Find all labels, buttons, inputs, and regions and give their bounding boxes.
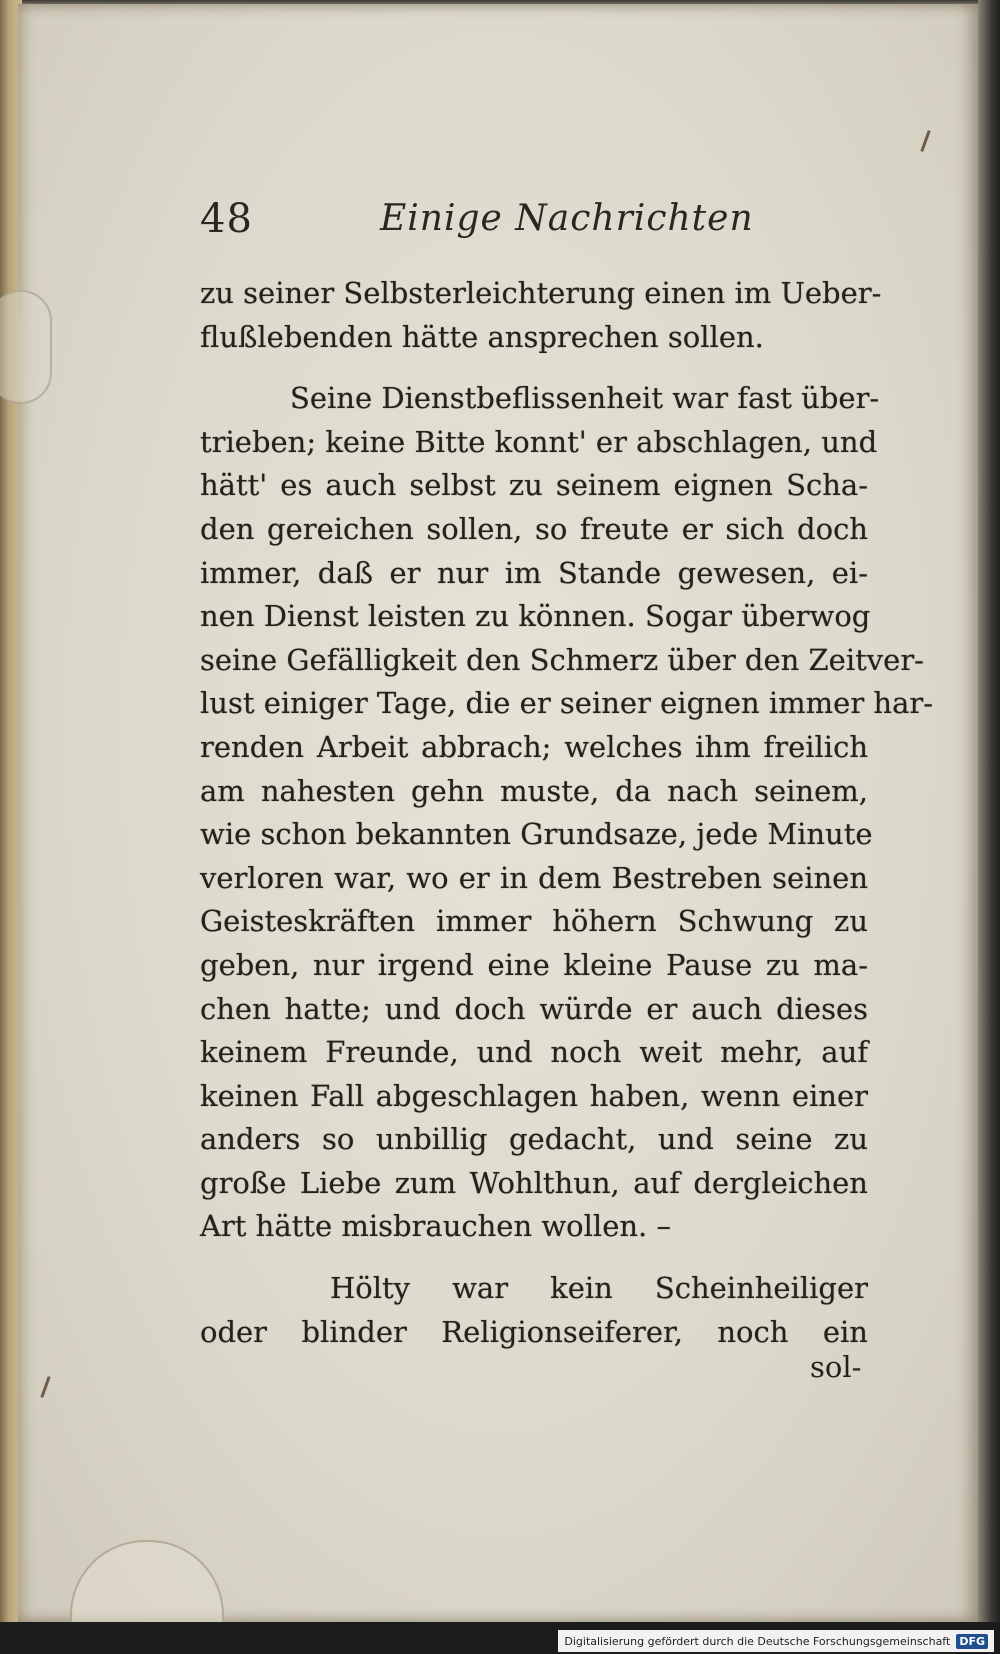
paragraph-gap [200,359,868,377]
text-line: den gereichen sollen, so freute er sich doch [200,511,868,546]
credit-text: Digitalisierung gefördert durch die Deutsche Forschungsgemeinschaft [564,1634,951,1648]
text-line: trieben; keine Bitte konnt' er abschlagen, und [200,424,878,459]
text-line: anders so unbillig gedacht, und seine zu [200,1122,868,1157]
text-line: nen Dienst leisten zu können. Sogar überwog [200,599,871,634]
text-line: Geisteskräften immer höhern Schwung zu [200,904,868,939]
text-line: Hölty war kein Scheinheiliger [330,1271,868,1306]
text-line: wie schon bekannten Grundsaze, jede Minute [200,817,873,852]
text-line: seine Gefälligkeit den Schmerz über den Zeitver- [200,642,924,677]
page-header [200,196,880,256]
text-line: flußlebenden hätte ansprechen sollen. [200,319,764,354]
text-line: Seine Dienstbeflissenheit war fast über- [290,381,880,416]
page-number: 48 [200,196,253,242]
text-line: verloren war, wo er in dem Bestreben seinen [200,860,868,895]
text-line: immer, daß er nur im Stande gewesen, ei- [200,555,868,590]
text-line: hätt' es auch selbst zu seinem eignen Scha- [200,468,868,503]
text-line: zu seiner Selbsterleichterung einen im Ueber- [200,276,882,310]
paragraph-gap [200,1249,868,1267]
thumb-clip-mark [0,290,52,404]
book-gutter-edge [978,0,1000,1630]
catchword: sol- [810,1350,862,1384]
dfg-logo: DFG [956,1634,988,1649]
text-line: chen hatte; und doch würde er auch dieses [200,991,868,1026]
text-line: lust einiger Tage, die er seiner eignen immer har- [200,686,934,721]
text-line: oder blinder Religionseiferer, noch ein [200,1314,868,1349]
running-head: Einige Nachrichten [380,198,754,239]
text-line: am nahesten gehn muste, da nach seinem, [200,773,868,808]
text-line: geben, nur irgend eine kleine Pause zu ma- [200,947,868,982]
text-line: große Liebe zum Wohlthun, auf dergleichen [200,1165,868,1200]
text-line: renden Arbeit abbrach; welches ihm freilich [200,729,868,764]
text-line: keinem Freunde, und noch weit mehr, auf [200,1035,868,1070]
text-line: keinen Fall abgeschlagen haben, wenn einer [200,1078,868,1113]
body-text [200,272,934,1354]
text-line: Art hätte misbrauchen wollen. – [200,1209,671,1244]
digitization-credit [558,1630,994,1652]
